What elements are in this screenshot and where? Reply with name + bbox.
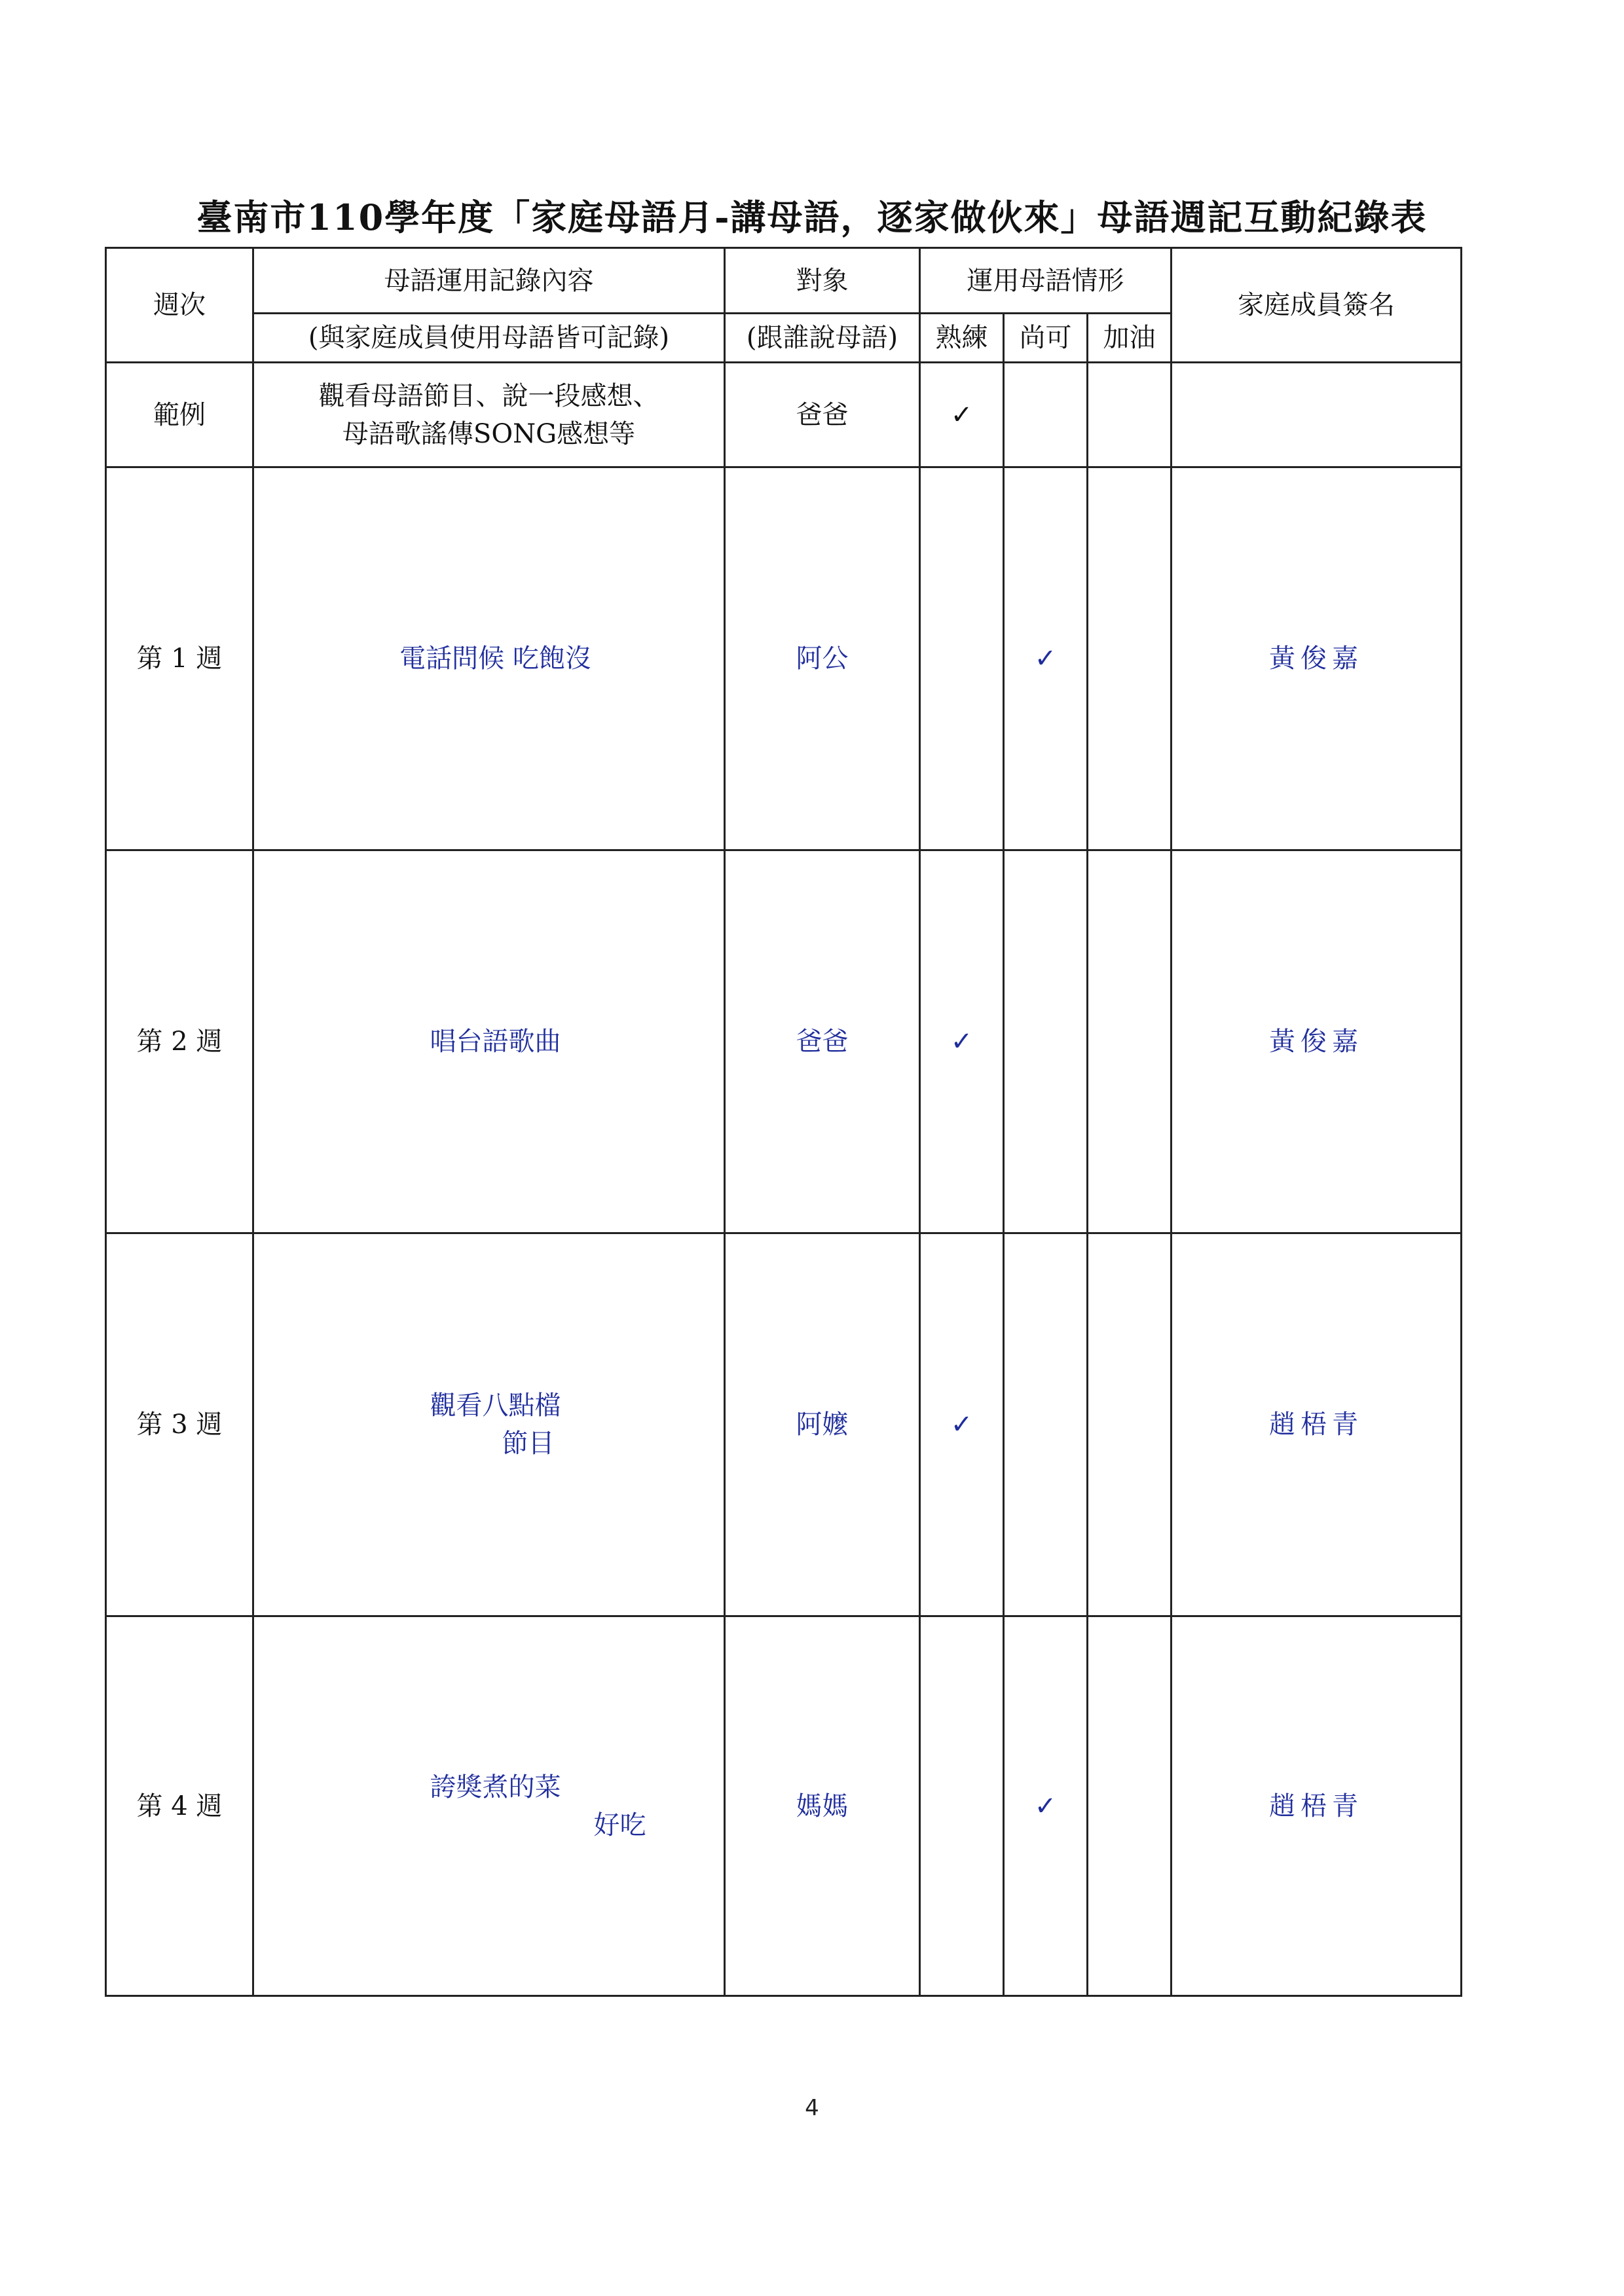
week-improve-check — [1088, 850, 1172, 1233]
week-signature: 黃俊嘉 — [1172, 850, 1462, 1233]
header-level-improve: 加油 — [1088, 314, 1172, 363]
week-target: 媽媽 — [725, 1616, 920, 1996]
week-target: 爸爸 — [725, 850, 920, 1233]
week-ok-check: ✓ — [1004, 1616, 1088, 1996]
week-label: 第 3 週 — [106, 1233, 253, 1616]
header-target: 對象 — [725, 248, 920, 314]
week-ok-check — [1004, 850, 1088, 1233]
example-row — [106, 363, 1462, 467]
week-row — [106, 1233, 1462, 1616]
week-content — [253, 1233, 725, 1616]
week-content-line1: 唱台語歌曲 — [430, 1027, 561, 1057]
week-content-line1: 電話問候 吃飽沒 — [399, 644, 591, 674]
week-label: 第 1 週 — [106, 467, 253, 850]
header-content-note: (與家庭成員使用母語皆可記錄) — [253, 314, 725, 363]
header-target-note: (跟誰說母語) — [725, 314, 920, 363]
week-row — [106, 850, 1462, 1233]
page-title: 臺南市110學年度「家庭母語月-講母語，逐家做伙來」母語週記互動紀錄表 — [196, 196, 1428, 238]
header-row — [106, 248, 1462, 314]
week-content-line1: 誇獎煮的菜 — [430, 1772, 561, 1802]
week-fluent-check — [920, 1616, 1004, 1996]
week-label: 第 2 週 — [106, 850, 253, 1233]
week-target: 阿公 — [725, 467, 920, 850]
example-content-line2: 母語歌謠傳SONG感想等 — [342, 418, 636, 449]
example-check: ✓ — [920, 363, 1004, 467]
week-row — [106, 467, 1462, 850]
week-target: 阿嬤 — [725, 1233, 920, 1616]
week-content-line1: 觀看八點檔 — [430, 1391, 561, 1421]
week-content — [253, 850, 725, 1233]
week-fluent-check — [920, 467, 1004, 850]
week-fluent-check: ✓ — [920, 1233, 1004, 1616]
week-row — [106, 1616, 1462, 1996]
example-content — [253, 363, 725, 467]
header-week: 週次 — [106, 248, 253, 363]
week-content-line2: 好吃 — [593, 1810, 646, 1840]
header-level-fluent: 熟練 — [920, 314, 1004, 363]
week-fluent-check: ✓ — [920, 850, 1004, 1233]
week-ok-check: ✓ — [1004, 467, 1088, 850]
week-content-line2: 節目 — [502, 1429, 555, 1459]
week-signature: 趙梧青 — [1172, 1616, 1462, 1996]
week-content — [253, 1616, 725, 1996]
example-target: 爸爸 — [725, 363, 920, 467]
header-usage: 運用母語情形 — [920, 248, 1172, 314]
week-improve-check — [1088, 1233, 1172, 1616]
week-improve-check — [1088, 1616, 1172, 1996]
page-number: 4 — [805, 2095, 819, 2121]
header-signature: 家庭成員簽名 — [1172, 248, 1462, 363]
example-label: 範例 — [106, 363, 253, 467]
week-ok-check — [1004, 1233, 1088, 1616]
week-signature: 黃俊嘉 — [1172, 467, 1462, 850]
example-content-line1: 觀看母語節目、說一段感想、 — [318, 380, 659, 411]
week-label: 第 4 週 — [106, 1616, 253, 1996]
week-content — [253, 467, 725, 850]
week-improve-check — [1088, 467, 1172, 850]
header-content: 母語運用記錄內容 — [253, 248, 725, 314]
weekly-log-table — [105, 247, 1462, 1997]
header-level-ok: 尚可 — [1004, 314, 1088, 363]
week-signature: 趙梧青 — [1172, 1233, 1462, 1616]
